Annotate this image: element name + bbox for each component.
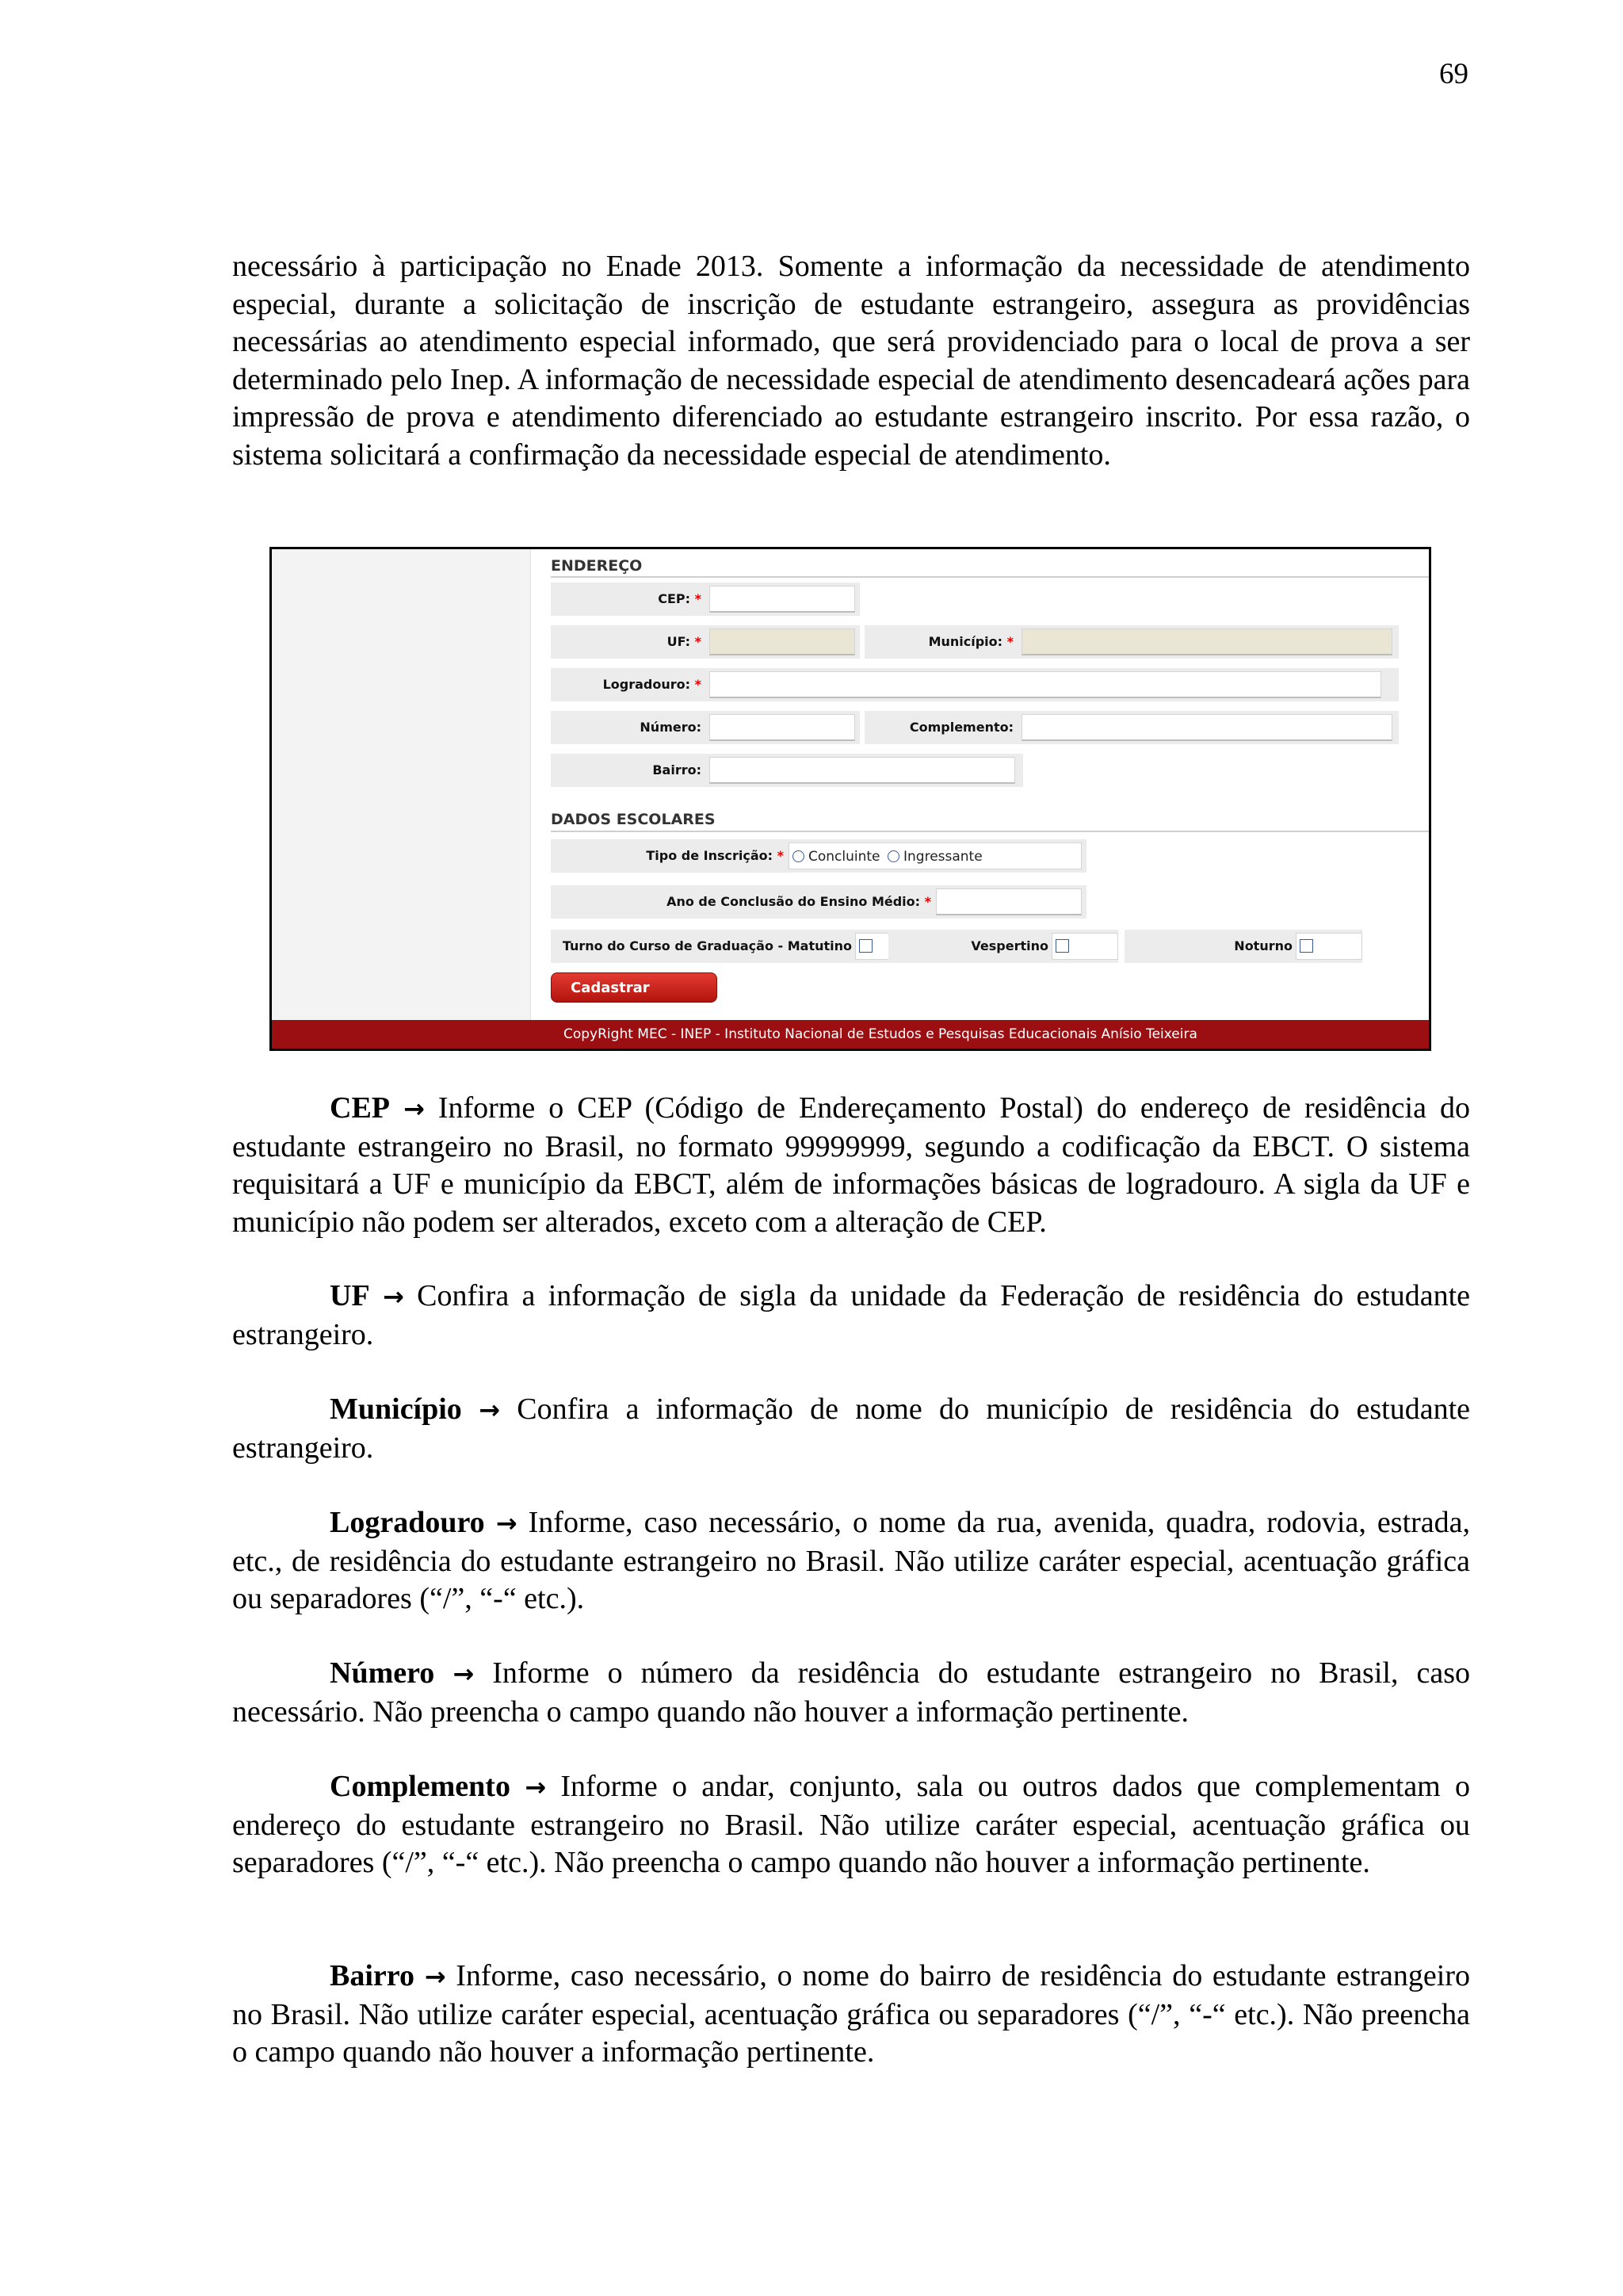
item-paragraph-complemento (232, 1768, 1470, 1882)
ano-label: Ano de Conclusão do Ensino Médio: * (666, 894, 931, 909)
ano-row (551, 885, 1086, 919)
form-screenshot (269, 547, 1431, 1051)
logradouro-input[interactable] (709, 671, 1381, 698)
arrow-icon: → (403, 1094, 425, 1124)
section-divider (551, 576, 1429, 578)
radio-concluinte[interactable] (792, 850, 804, 862)
uf-row (551, 625, 860, 659)
vespertino-checkbox[interactable] (1056, 939, 1069, 953)
section-title-school: DADOS ESCOLARES (551, 811, 716, 828)
tipo-options (789, 842, 1082, 869)
numero-label: Número: (640, 720, 701, 735)
item-text: Confira a informação de sigla da unidade da Federação de residência do estudante estrangeiro. (232, 1279, 1471, 1351)
arrow-icon: → (453, 1659, 475, 1689)
municipio-row (865, 625, 1399, 659)
item-term: UF (330, 1279, 370, 1312)
section-title-address: ENDEREÇO (551, 557, 643, 575)
municipio-label: Município: * (928, 634, 1014, 649)
item-term: Número (330, 1656, 435, 1690)
radio-ingressante[interactable] (888, 850, 899, 862)
screenshot-footer (272, 1020, 1429, 1049)
complemento-input[interactable] (1022, 714, 1392, 741)
turno-noturno-row (1125, 930, 1362, 963)
item-term: Complemento (330, 1770, 510, 1803)
arrow-icon: → (525, 1772, 547, 1802)
matutino-checkbox[interactable] (859, 939, 873, 953)
tipo-label: Tipo de Inscrição: * (646, 848, 784, 863)
item-text: Informe, caso necessário, o nome do bairro de residência do estudante estrangeiro no Brasil. Não utilize caráter especial, acentuação gráfica ou separadores (“/”, “-“ etc.). Não preencha o campo quando não houver a informação pertinente. (232, 1959, 1470, 2069)
arrow-icon: → (424, 1962, 446, 1992)
item-term: Município (330, 1392, 462, 1426)
uf-label: UF: * (666, 634, 701, 649)
tipo-row (551, 839, 1086, 873)
vespertino-box (1052, 933, 1118, 960)
cep-input[interactable] (709, 586, 855, 613)
footer-copyright: CopyRight MEC - INEP - Instituto Nacional de Estudos e Pesquisas Educacionais Anísio Teixeira (563, 1026, 1197, 1042)
item-paragraph-uf (232, 1278, 1470, 1354)
logradouro-label: Logradouro: * (602, 677, 701, 692)
intro-paragraph: necessário à participação no Enade 2013. Somente a informação da necessidade de atendimento especial, durante a solicitação de inscrição de estudante estrangeiro, assegura as providências necessárias ao atendimento especial informado, que será providenciado para o local de prova a ser determinado pelo Inep. A informação de necessidade especial de atendimento desencadeará ações para impressão de prova e atendimento diferenciado ao estudante estrangeiro inscrito. Por essa razão, o sistema solicitará a confirmação da necessidade especial de atendimento. (232, 250, 1470, 472)
uf-input[interactable] (709, 628, 855, 655)
item-text: Informe o CEP (Código de Endereçamento Postal) do endereço de residência do estudante estrangeiro no Brasil, no formato 99999999, segundo a codificação da EBCT. O sistema requisitará a UF e município da EBCT, além de informações básicas de logradouro. A sigla da UF e município não podem ser alterados, exceto com a alteração de CEP. (232, 1091, 1470, 1239)
arrow-icon: → (495, 1508, 517, 1538)
section-divider (551, 831, 1429, 832)
numero-input[interactable] (709, 714, 855, 741)
radio-ingressante-label: Ingressante (903, 849, 983, 865)
cep-label: CEP: * (658, 591, 701, 606)
turno-vespertino-row (888, 930, 1118, 963)
turno-matutino-row (551, 930, 888, 963)
item-text: Informe, caso necessário, o nome da rua, avenida, quadra, rodovia, estrada, etc., de residência do estudante estrangeiro no Brasil. Não utilize caráter especial, acentuação gráfica ou separadores (“/”, “-“ etc.). (232, 1506, 1471, 1615)
arrow-icon: → (382, 1282, 404, 1312)
arrow-icon: → (479, 1395, 500, 1425)
ano-input[interactable] (936, 888, 1082, 915)
bairro-input[interactable] (709, 757, 1015, 784)
item-paragraph-logradouro (232, 1504, 1470, 1618)
noturno-label: Noturno (1234, 938, 1293, 953)
page-number: 69 (1439, 58, 1468, 90)
item-text: Confira a informação de nome do município de residência do estudante estrangeiro. (232, 1392, 1471, 1465)
item-text: Informe o andar, conjunto, sala ou outros dados que complementam o endereço do estudante estrangeiro no Brasil. Não utilize caráter especial, acentuação gráfica ou separadores (“/”, “-“ etc.). Não preencha o campo quando não houver a informação pertinente. (232, 1770, 1471, 1879)
item-term: CEP (330, 1091, 390, 1125)
bairro-label: Bairro: (652, 762, 701, 777)
complemento-label: Complemento: (909, 720, 1014, 735)
screenshot-left-panel (272, 549, 531, 1020)
item-paragraph-bairro (232, 1958, 1470, 2072)
item-paragraph-cep (232, 1090, 1470, 1241)
item-paragraph-municipio (232, 1391, 1470, 1467)
turno-matutino-label: Turno do Curso de Graduação - Matutino (562, 938, 852, 953)
bairro-row (551, 754, 1023, 787)
complemento-row (865, 711, 1399, 744)
item-term: Bairro (330, 1959, 414, 1992)
item-text: Informe o número da residência do estudante estrangeiro no Brasil, caso necessário. Não preencha o campo quando não houver a informação pertinente. (232, 1656, 1471, 1729)
item-term: Logradouro (330, 1506, 485, 1539)
logradouro-row (551, 668, 1399, 701)
municipio-input[interactable] (1022, 628, 1392, 655)
noturno-checkbox[interactable] (1300, 939, 1313, 953)
radio-concluinte-label: Concluinte (808, 849, 880, 865)
item-paragraph-numero (232, 1655, 1470, 1731)
noturno-box (1296, 933, 1362, 960)
cep-row (551, 583, 860, 616)
cadastrar-button[interactable]: Cadastrar (551, 972, 717, 1003)
vespertino-label: Vespertino (971, 938, 1048, 953)
numero-row (551, 711, 860, 744)
